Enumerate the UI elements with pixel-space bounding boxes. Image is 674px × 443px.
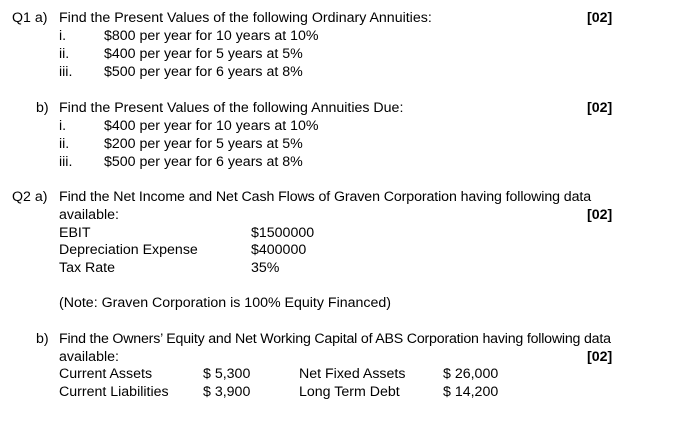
q2a-label: Q2 a) bbox=[12, 189, 48, 205]
q2a-row-depreciation-label: Depreciation Expense bbox=[59, 242, 198, 258]
q1b-item-3: $500 per year for 6 years at 8% bbox=[104, 154, 303, 170]
q2a-text-line2: available: bbox=[59, 207, 119, 223]
q2b-marks: [02] bbox=[587, 349, 613, 365]
q2a-row-ebit-value: $1500000 bbox=[251, 225, 315, 241]
q2a-note: (Note: Graven Corporation is 100% Equity Financed) bbox=[59, 295, 391, 311]
q2a-row-tax-value: 35% bbox=[251, 260, 280, 276]
q1b-item-1: $400 per year for 10 years at 10% bbox=[104, 118, 319, 134]
q1a-item-1-num: i. bbox=[59, 28, 67, 44]
q1a-text: Find the Present Values of the following Ordinary Annuities: bbox=[59, 10, 432, 26]
q1b-label: b) bbox=[36, 100, 49, 116]
q2a-row-depreciation-value: $400000 bbox=[251, 242, 307, 258]
q2b-text-line2: available: bbox=[59, 349, 119, 365]
q1a-item-3-num: iii. bbox=[59, 64, 73, 80]
q1b-item-2-num: ii. bbox=[59, 136, 70, 152]
q1a-item-1: $800 per year for 10 years at 10% bbox=[104, 28, 319, 44]
q2b-text-line1: Find the Owners’ Equity and Net Working Capital of ABS Corporation having following data bbox=[59, 331, 611, 347]
q2b-label: b) bbox=[36, 331, 49, 347]
q1b-text: Find the Present Values of the following Annuities Due: bbox=[59, 100, 404, 116]
q2b-row-1-value1: $ 5,300 bbox=[203, 366, 251, 382]
q1a-item-3: $500 per year for 6 years at 8% bbox=[104, 64, 303, 80]
q2b-row-2-value1: $ 3,900 bbox=[203, 384, 251, 400]
q2a-row-tax-label: Tax Rate bbox=[59, 260, 115, 276]
q2b-row-2-value2: $ 14,200 bbox=[443, 384, 499, 400]
q1b-item-3-num: iii. bbox=[59, 154, 73, 170]
q2b-row-2-label1: Current Liabilities bbox=[59, 384, 169, 400]
q2a-text-line1: Find the Net Income and Net Cash Flows of Graven Corporation having following data bbox=[59, 189, 591, 205]
q2b-row-1-label2: Net Fixed Assets bbox=[299, 366, 406, 382]
q1a-marks: [02] bbox=[587, 10, 613, 26]
q2b-row-1-label1: Current Assets bbox=[59, 366, 153, 382]
q2a-row-ebit-label: EBIT bbox=[59, 225, 91, 241]
q2a-marks: [02] bbox=[587, 207, 613, 223]
q1a-label: Q1 a) bbox=[12, 10, 48, 26]
q2b-row-2-label2: Long Term Debt bbox=[299, 384, 400, 400]
q1b-item-1-num: i. bbox=[59, 118, 67, 134]
q2b-row-1-value2: $ 26,000 bbox=[443, 366, 499, 382]
q1b-marks: [02] bbox=[587, 100, 613, 116]
q1a-item-2: $400 per year for 5 years at 5% bbox=[104, 46, 303, 62]
q1b-item-2: $200 per year for 5 years at 5% bbox=[104, 136, 303, 152]
q1a-item-2-num: ii. bbox=[59, 46, 70, 62]
